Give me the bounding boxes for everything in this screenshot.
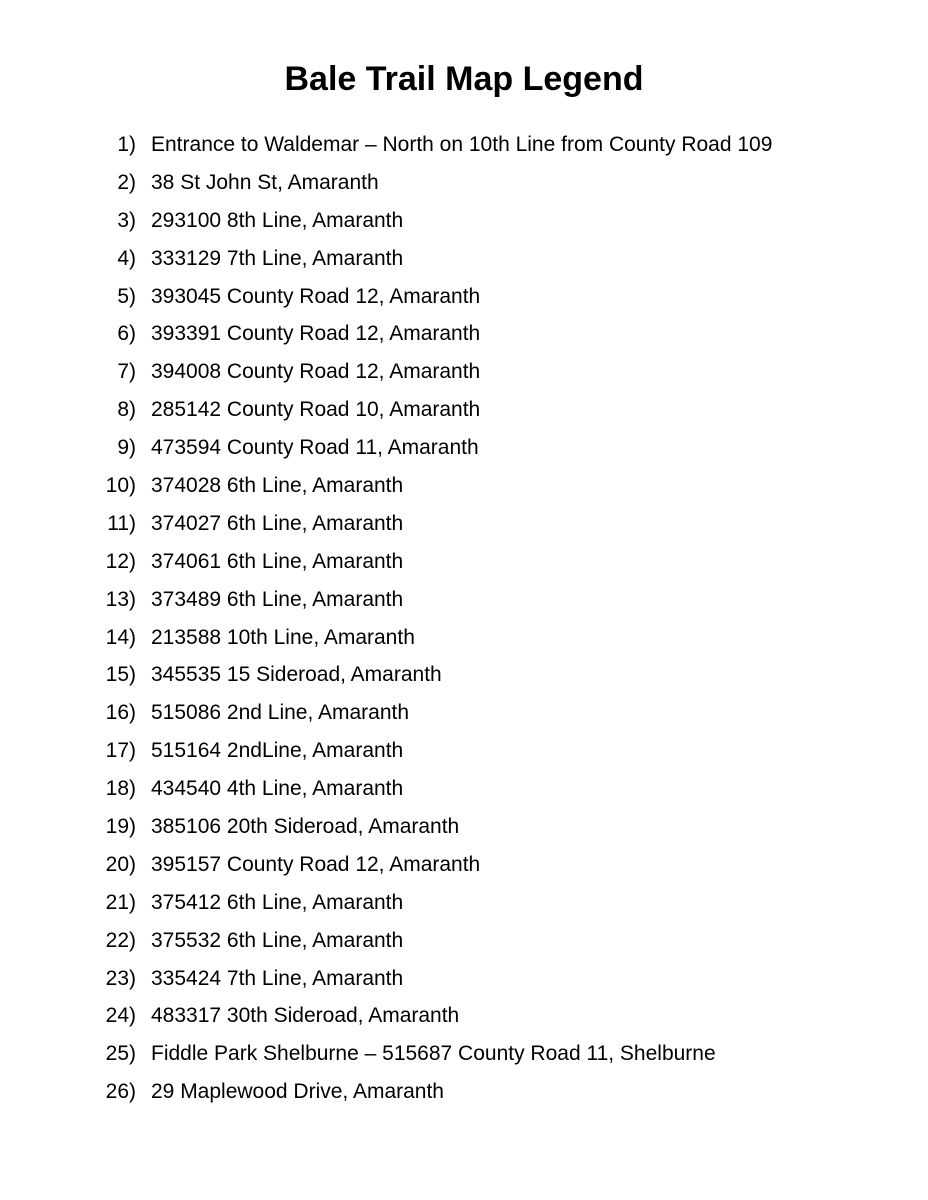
legend-item-number: 15)	[105, 663, 136, 687]
legend-item-address: 285142 County Road 10, Amaranth	[151, 398, 481, 422]
legend-item	[80, 732, 880, 770]
legend-item	[80, 278, 880, 316]
legend-item-number: 23)	[105, 966, 136, 990]
legend-item-number: 10)	[105, 474, 136, 498]
legend-item-number: 5)	[117, 284, 136, 308]
legend-item	[80, 315, 880, 353]
legend-item	[80, 846, 880, 884]
legend-item-address: Fiddle Park Shelburne – 515687 County Road 11, Shelburne	[151, 1042, 716, 1066]
legend-item-address: 375532 6th Line, Amaranth	[151, 928, 404, 952]
legend-item	[80, 922, 880, 960]
legend-item-address: 375412 6th Line, Amaranth	[151, 890, 404, 914]
legend-item-address: 373489 6th Line, Amaranth	[151, 587, 404, 611]
legend-item-number: 18)	[105, 777, 136, 801]
legend-item-number: 19)	[105, 815, 136, 839]
legend-item-address: 434540 4th Line, Amaranth	[151, 777, 404, 801]
legend-item	[80, 694, 880, 732]
legend-item-number: 25)	[105, 1042, 136, 1066]
legend-item	[80, 581, 880, 619]
legend-item-address: 395157 County Road 12, Amaranth	[151, 852, 481, 876]
legend-item-address: 483317 30th Sideroad, Amaranth	[151, 1004, 460, 1028]
legend-item-number: 9)	[117, 436, 136, 460]
legend-item-number: 8)	[117, 398, 136, 422]
legend-item-address: 213588 10th Line, Amaranth	[151, 625, 415, 649]
legend-item-number: 22)	[105, 928, 136, 952]
legend-item-address: 374028 6th Line, Amaranth	[151, 474, 404, 498]
legend-item-address: 393045 County Road 12, Amaranth	[151, 284, 481, 308]
legend-item	[80, 543, 880, 581]
legend-item-address: 345535 15 Sideroad, Amaranth	[151, 663, 442, 687]
legend-item	[80, 997, 880, 1035]
legend-item-number: 24)	[105, 1004, 136, 1028]
legend-item-address: 473594 County Road 11, Amaranth	[151, 436, 479, 460]
legend-item-address: 394008 County Road 12, Amaranth	[151, 360, 481, 384]
legend-item	[80, 429, 880, 467]
legend-item-number: 20)	[105, 852, 136, 876]
legend-item-number: 6)	[117, 322, 136, 346]
legend-item	[80, 656, 880, 694]
legend-item	[80, 960, 880, 998]
legend-item-number: 3)	[117, 208, 136, 232]
legend-item-number: 12)	[105, 549, 136, 573]
legend-item-number: 2)	[117, 170, 136, 194]
legend-item-address: 385106 20th Sideroad, Amaranth	[151, 815, 460, 839]
legend-item	[80, 808, 880, 846]
legend-item-number: 17)	[105, 739, 136, 763]
legend-item	[80, 770, 880, 808]
page-title: Bale Trail Map Legend	[284, 60, 644, 98]
legend-item	[80, 619, 880, 657]
legend-item-address: 333129 7th Line, Amaranth	[151, 246, 404, 270]
legend-item-number: 16)	[105, 701, 136, 725]
legend-item-address: 38 St John St, Amaranth	[151, 170, 379, 194]
legend-item	[80, 467, 880, 505]
legend-item-address: 293100 8th Line, Amaranth	[151, 208, 404, 232]
legend-item	[80, 126, 880, 164]
legend-item-address: Entrance to Waldemar – North on 10th Line from County Road 109	[151, 133, 773, 156]
legend-item-address: 393391 County Road 12, Amaranth	[151, 322, 481, 346]
legend-item	[80, 1035, 880, 1073]
legend-item	[80, 505, 880, 543]
legend-item	[80, 1073, 880, 1111]
legend-item-number: 11)	[107, 511, 136, 535]
legend-item-address: 515164 2ndLine, Amaranth	[151, 739, 404, 763]
legend-item-number: 13)	[105, 587, 136, 611]
legend-item	[80, 164, 880, 202]
legend-item-address: 515086 2nd Line, Amaranth	[151, 701, 410, 725]
legend-item-address: 374027 6th Line, Amaranth	[151, 511, 404, 535]
legend-item-number: 1)	[117, 133, 136, 156]
legend-item-number: 7)	[117, 360, 136, 384]
legend-item-address: 29 Maplewood Drive, Amaranth	[151, 1080, 444, 1104]
legend-item	[80, 202, 880, 240]
legend-item-address: 374061 6th Line, Amaranth	[151, 549, 404, 573]
legend-list	[80, 126, 880, 1111]
legend-item-address: 335424 7th Line, Amaranth	[151, 966, 404, 990]
legend-item	[80, 240, 880, 278]
legend-item	[80, 884, 880, 922]
legend-item-number: 21)	[105, 890, 136, 914]
legend-item-number: 4)	[117, 246, 136, 270]
legend-item-number: 14)	[105, 625, 136, 649]
legend-item	[80, 391, 880, 429]
legend-item-number: 26)	[105, 1080, 136, 1104]
legend-item	[80, 353, 880, 391]
